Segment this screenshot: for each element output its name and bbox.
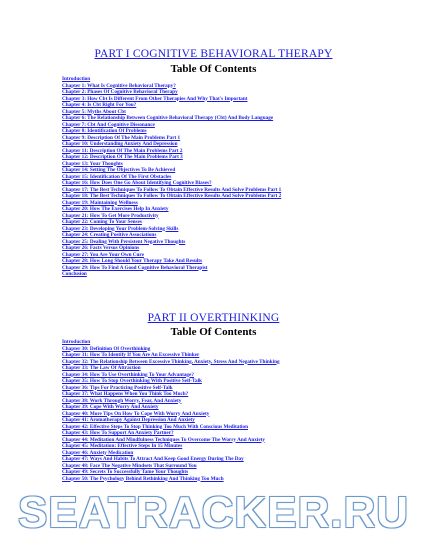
toc-entry-link[interactable]: Chapter 39: Cope With Worry And Anxiety: [62, 404, 159, 410]
toc-entry-link[interactable]: Chapter 13: Your Thoughts: [62, 160, 123, 167]
toc-entry-link[interactable]: Chapter 48: Face The Negative Mindsets That Surround You: [62, 462, 197, 469]
toc-entry-link[interactable]: Chapter 34: How To Use Overthinking To Your Advantage?: [62, 371, 194, 378]
toc-entry-link[interactable]: Chapter 1: What Is Cognitive Behavioral Therapy?: [62, 82, 176, 89]
toc-entry-link[interactable]: Chapter 12: Description Of The Main Problems Part 3: [62, 154, 183, 160]
part-1-toc-heading: Table Of Contents: [170, 63, 257, 75]
toc-entry-link[interactable]: Chapter 2: Phases Of Cognitive Behavioral Therapy: [62, 89, 178, 95]
toc-entry-link[interactable]: Chapter 27: You Are Your Own Cure: [62, 251, 144, 258]
toc-entry-link[interactable]: Chapter 16: How Does One Go About Identifying Cognitive Biases?: [62, 180, 212, 186]
toc-entry-link[interactable]: Chapter 32: The Relationship Between Excessive Thinking, Anxiety, Stress And Negative Thinking: [62, 358, 280, 365]
toc-entry-link[interactable]: Chapter 35: How To Stop Overthinking With Positive Self-Talk: [62, 378, 202, 384]
toc-entry-link[interactable]: Chapter 25: Dealing With Persistent Negative Thoughts: [62, 238, 186, 245]
toc-entry-link[interactable]: Chapter 20: How The Exercises Help In Anxiety: [62, 206, 169, 212]
toc-entry-link[interactable]: Chapter 26: Facts Versus Opinions: [62, 245, 140, 251]
toc-entry-link[interactable]: Chapter 24: Creating Positive Associations: [62, 232, 157, 238]
toc-entry-link[interactable]: Chapter 31: How To Identify If You Are An Excessive Thinker: [62, 352, 200, 358]
toc-entry-link[interactable]: Chapter 7: Cbt And Cognitive Dissonance: [62, 121, 155, 128]
toc-entry-link[interactable]: Chapter 44: Meditation And Mindfulness Techniques To Overcome The Worry And Anxiety: [62, 436, 265, 443]
toc-entry-link[interactable]: Conclusion: [62, 271, 87, 277]
toc-entry-link[interactable]: Chapter 37: What Happens When You Think Too Much?: [62, 391, 189, 397]
part-1-toc-list: [62, 76, 281, 278]
toc-entry-link[interactable]: Chapter 9: Description Of The Main Problems Part 1: [62, 134, 181, 141]
toc-entry-link[interactable]: Chapter 42: Effective Steps To Stop Thinking Too Much With Conscious Meditation: [62, 423, 248, 430]
toc-entry-link[interactable]: Chapter 46: Anxiety Medication: [62, 449, 134, 456]
part-1-title[interactable]: PART I COGNITIVE BEHAVIORAL THERAPY: [94, 48, 333, 60]
toc-entry-link[interactable]: Introduction: [62, 76, 91, 82]
part-2-toc-list: [62, 339, 280, 482]
part-2-title[interactable]: PART II OVERTHINKING: [147, 312, 280, 324]
toc-entry-link[interactable]: Chapter 41: Aromatherapy Against Depression And Anxiety: [62, 417, 195, 423]
toc-entry-link[interactable]: Chapter 30: Definition Of Overthinking: [62, 345, 151, 352]
toc-entry-link[interactable]: Chapter 6: The Relationship Between Cognitive Behavioral Therapy (Cbt) And Body Language: [62, 115, 274, 121]
toc-entry-link[interactable]: Chapter 14: Setting The Objectives To Be Achieved: [62, 167, 176, 173]
toc-entry-link[interactable]: Chapter 33: The Law Of Attraction: [62, 365, 141, 371]
toc-entry-link[interactable]: Chapter 47: Ways And Habits To Attract And Keep Good Energy During The Day: [62, 456, 244, 462]
toc-entry-link[interactable]: Chapter 38: Work Through Worry, Fear, And Anxiety: [62, 397, 182, 404]
toc-entry-link[interactable]: Chapter 4: Is Cbt Right For You?: [62, 102, 137, 108]
toc-entry-link[interactable]: Introduction: [62, 339, 91, 345]
toc-entry-link[interactable]: Chapter 10: Understanding Anxiety And Depression: [62, 141, 178, 147]
toc-entry-link[interactable]: Chapter 19: Maintaining Wellness: [62, 199, 138, 206]
toc-entry-link[interactable]: Chapter 22: Coming To Your Senses: [62, 219, 142, 225]
toc-entry-link[interactable]: Chapter 15: Identification Of The First Obstacles: [62, 173, 172, 180]
toc-entry-link[interactable]: Chapter 21: How To Get More Productivity: [62, 212, 159, 219]
watermark-logo: SEATRACKER.RU: [17, 488, 410, 537]
toc-entry-link[interactable]: Chapter 40: More Tips On How To Cope With Worry And Anxiety: [62, 410, 210, 417]
toc-entry-link[interactable]: Chapter 45: Meditation: Effective Steps In 15 Minutes: [62, 443, 183, 449]
toc-entry-link[interactable]: Chapter 8: Identification Of Problems: [62, 128, 147, 134]
toc-entry-link[interactable]: Chapter 50: The Psychology Behind Rethinking And Thinking Too Much: [62, 475, 224, 482]
toc-entry-link[interactable]: Chapter 23: Developing Your Problem-Solving Skills: [62, 225, 179, 232]
toc-entry-link[interactable]: Chapter 28: How Long Should Your Therapy Take And Results: [62, 258, 203, 264]
toc-entry-link[interactable]: Chapter 3: How Cbt Is Different From Other Therapies And Why That's Important: [62, 95, 248, 102]
toc-entry-link[interactable]: Chapter 49: Secrets To Successfully Tame Your Thoughts: [62, 469, 189, 475]
toc-entry-link[interactable]: Chapter 36: Tips For Practicing Positive Self-Talk: [62, 384, 173, 391]
toc-entry-link[interactable]: Chapter 43: How To Support An Anxiety Partner?: [62, 430, 174, 436]
toc-entry-link[interactable]: Chapter 17: The Best Techniques To Follow To Obtain Effective Results And Solve Problems Part 1: [62, 186, 282, 193]
part-2-toc-heading: Table Of Contents: [170, 326, 257, 338]
toc-entry-link[interactable]: Chapter 18: The Best Techniques To Follow To Obtain Effective Results And Solve Problems Part 2: [62, 193, 282, 199]
toc-entry-link[interactable]: Chapter 11: Description Of The Main Problems Part 2: [62, 147, 183, 154]
toc-entry-link[interactable]: Chapter 29: How To Find A Good Cognitive Behavioral Therapist: [62, 264, 208, 271]
toc-entry-link[interactable]: Chapter 5: Myths About Cbt: [62, 108, 126, 115]
